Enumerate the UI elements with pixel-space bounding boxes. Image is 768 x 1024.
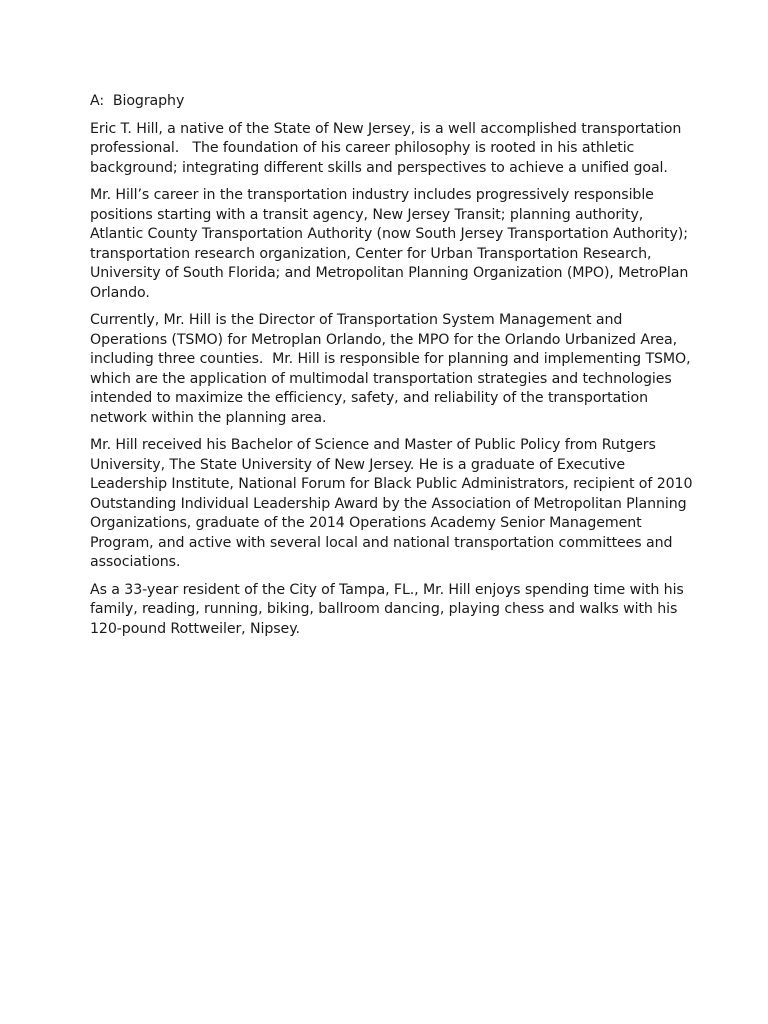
text-line: University, The State University of New Jersey. He is a graduate of Executive xyxy=(90,456,626,473)
text-line: family, reading, running, biking, ballroom dancing, playing chess and walks with his xyxy=(90,601,678,617)
paragraph-education xyxy=(90,436,693,573)
paragraph-intro xyxy=(90,120,690,179)
text-line: Mr. Hill’s career in the transportation industry includes progressively responsible xyxy=(90,187,654,203)
text-line: Mr. Hill received his Bachelor of Science and Master of Public Policy from Rutgers xyxy=(90,437,656,453)
text-line: transportation research organization, Center for Urban Transportation Research, xyxy=(90,245,652,262)
text-line: network within the planning area. xyxy=(90,409,327,426)
text-line: Outstanding Individual Leadership Award by the Association of Metropolitan Planning xyxy=(90,495,687,512)
text-line: intended to maximize the efficiency, safety, and reliability of the transportation xyxy=(90,390,648,406)
section-heading: A: Biography xyxy=(90,93,185,109)
document-page xyxy=(90,92,693,647)
text-line: University of South Florida; and Metropolitan Planning Organization (MPO), MetroPlan xyxy=(90,265,689,281)
text-line: professional. The foundation of his career philosophy is rooted in his athletic xyxy=(90,140,635,156)
text-line: positions starting with a transit agency, New Jersey Transit; planning authority, xyxy=(90,206,644,223)
text-line: associations. xyxy=(90,554,181,570)
paragraph-current-role xyxy=(90,311,690,428)
text-line: 120-pound Rottweiler, Nipsey. xyxy=(90,620,300,637)
text-line: Program, and active with several local and national transportation committees and xyxy=(90,534,673,551)
text-line: Organizations, graduate of the 2014 Operations Academy Senior Management xyxy=(90,515,642,531)
text-line: which are the application of multimodal transportation strategies and technologies xyxy=(90,370,672,387)
text-line: Leadership Institute, National Forum for Black Public Administrators, recipient of 2010 xyxy=(90,476,693,492)
text-line: Operations (TSMO) for Metroplan Orlando, the MPO for the Orlando Urbanized Area, xyxy=(90,331,677,348)
text-line: Orlando. xyxy=(90,284,150,301)
text-line: including three counties. Mr. Hill is responsible for planning and implementing TSMO, xyxy=(90,351,691,367)
paragraph-career xyxy=(90,186,690,303)
text-line: As a 33-year resident of the City of Tampa, FL., Mr. Hill enjoys spending time with his xyxy=(90,581,684,598)
paragraph-personal xyxy=(90,581,690,640)
text-line: Atlantic County Transportation Authority (now South Jersey Transportation Authority); xyxy=(90,226,688,242)
text-line: Eric T. Hill, a native of the State of New Jersey, is a well accomplished transportation xyxy=(90,120,682,137)
text-line: Currently, Mr. Hill is the Director of Transportation System Management and xyxy=(90,312,623,328)
text-line: background; integrating different skills and perspectives to achieve a unified goal. xyxy=(90,159,668,176)
